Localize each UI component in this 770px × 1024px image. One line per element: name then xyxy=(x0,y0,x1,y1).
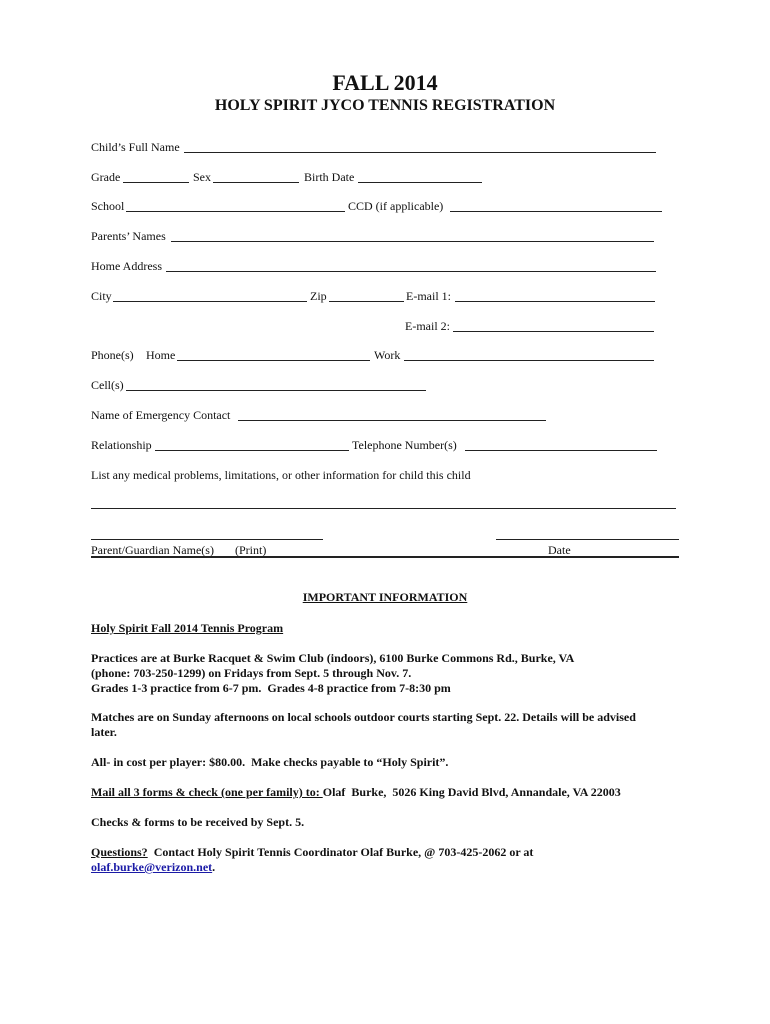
birth-date-field[interactable] xyxy=(358,182,482,183)
cell-label: Cell(s) xyxy=(91,378,124,392)
grade-field[interactable] xyxy=(123,182,189,183)
telephone-field[interactable] xyxy=(465,450,657,451)
home-address-label: Home Address xyxy=(91,259,162,273)
practice-line-3: Grades 1-3 practice from 6-7 pm. Grades 4-8 practice from 7-8:30 pm xyxy=(91,681,451,695)
parents-field[interactable] xyxy=(171,241,654,242)
relationship-label: Relationship xyxy=(91,438,152,452)
work-phone-label: Work xyxy=(374,348,401,362)
practice-line-1: Practices are at Burke Racquet & Swim Club (indoors), 6100 Burke Commons Rd., Burke, VA xyxy=(91,651,575,665)
emergency-contact-label: Name of Emergency Contact xyxy=(91,408,231,422)
print-label: (Print) xyxy=(235,543,267,557)
cell-field[interactable] xyxy=(126,390,426,391)
guardian-name-field[interactable] xyxy=(91,539,323,540)
medical-field[interactable] xyxy=(91,508,676,509)
practice-line-2: (phone: 703-250-1299) on Fridays from Sept. 5 through Nov. 7. xyxy=(91,666,412,680)
email-line xyxy=(91,860,215,874)
mail-line xyxy=(91,785,621,799)
page-title: FALL 2014 xyxy=(332,70,438,95)
emergency-contact-field[interactable] xyxy=(238,420,546,421)
city-field[interactable] xyxy=(113,301,307,302)
questions-line xyxy=(91,845,533,859)
mail-label: Mail all 3 forms & check (one per family) to: xyxy=(91,785,323,799)
matches-line-1: Matches are on Sunday afternoons on local schools outdoor courts starting Sept. 22. Details will be advised xyxy=(91,710,636,724)
city-label: City xyxy=(91,289,112,303)
email-period: . xyxy=(212,860,216,874)
email1-label: E-mail 1: xyxy=(406,289,451,303)
home-phone-label: Home xyxy=(146,348,176,362)
questions-text: Contact Holy Spirit Tennis Coordinator Olaf Burke, @ 703-425-2062 or at xyxy=(147,845,534,859)
email2-label: E-mail 2: xyxy=(405,319,450,333)
medical-label: List any medical problems, limitations, or other information for child this child xyxy=(91,468,471,482)
telephone-label: Telephone Number(s) xyxy=(352,438,457,452)
email2-field[interactable] xyxy=(453,331,654,332)
date-label: Date xyxy=(548,543,571,557)
cost-line: All- in cost per player: $80.00. Make checks payable to “Holy Spirit”. xyxy=(91,755,449,769)
guardian-label: Parent/Guardian Name(s) xyxy=(91,543,214,557)
grade-label: Grade xyxy=(91,170,121,184)
home-phone-field[interactable] xyxy=(177,360,370,361)
section-divider xyxy=(91,556,679,558)
coordinator-email-link[interactable]: olaf.burke@verizon.net xyxy=(91,860,213,874)
school-field[interactable] xyxy=(126,211,345,212)
zip-label: Zip xyxy=(310,289,327,303)
child-name-label: Child’s Full Name xyxy=(91,140,180,154)
work-phone-field[interactable] xyxy=(404,360,654,361)
home-address-field[interactable] xyxy=(166,271,656,272)
zip-field[interactable] xyxy=(329,301,404,302)
deadline-line: Checks & forms to be received by Sept. 5. xyxy=(91,815,305,829)
page-subtitle: HOLY SPIRIT JYCO TENNIS REGISTRATION xyxy=(214,97,556,114)
sex-label: Sex xyxy=(193,170,211,184)
child-name-field[interactable] xyxy=(184,152,656,153)
parents-label: Parents’ Names xyxy=(91,229,166,243)
ccd-label: CCD (if applicable) xyxy=(348,199,444,213)
school-label: School xyxy=(91,199,125,213)
ccd-field[interactable] xyxy=(450,211,662,212)
birth-date-label: Birth Date xyxy=(304,170,355,184)
phones-label: Phone(s) xyxy=(91,348,134,362)
matches-line-2: later. xyxy=(91,725,117,739)
email1-field[interactable] xyxy=(455,301,655,302)
important-info-heading: IMPORTANT INFORMATION xyxy=(302,590,468,604)
relationship-field[interactable] xyxy=(155,450,349,451)
date-field[interactable] xyxy=(496,539,679,540)
program-heading: Holy Spirit Fall 2014 Tennis Program xyxy=(91,621,284,635)
mail-address: Olaf Burke, 5026 King David Blvd, Annandale, VA 22003 xyxy=(322,785,621,799)
questions-label: Questions? xyxy=(91,845,148,859)
sex-field[interactable] xyxy=(213,182,299,183)
